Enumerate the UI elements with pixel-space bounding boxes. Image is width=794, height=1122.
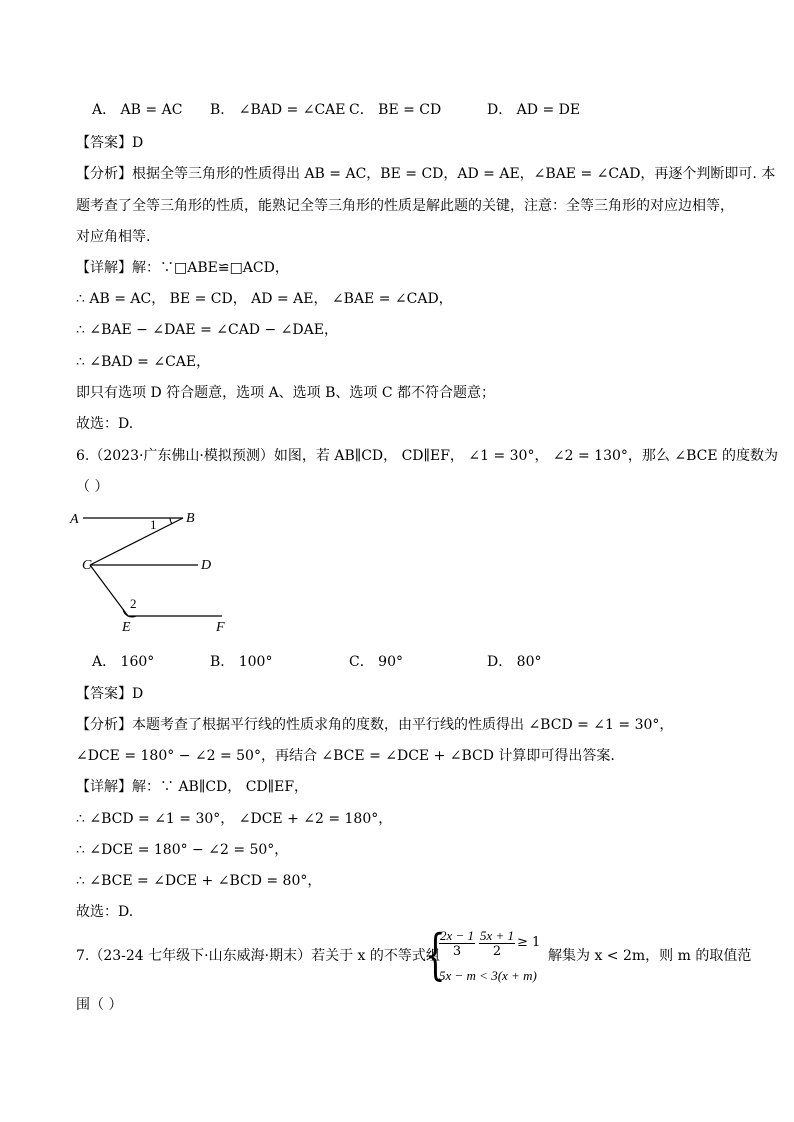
- label-angle-2: 2: [130, 596, 137, 611]
- angle-1-arc: [170, 518, 172, 524]
- q6-analysis-line-2: ∠DCE = 180° − ∠2 = 50°，再结合 ∠BCE = ∠DCE + ∠BCD 计算即可得出答案.: [76, 748, 615, 764]
- q5-option-b: B． ∠BAD = ∠CAE: [210, 102, 346, 118]
- q6-option-c: C． 90°: [349, 654, 403, 670]
- q5-detail-line-6: 故选：D.: [76, 416, 134, 432]
- q7-ineq2: 5x − m < 3(x + m): [439, 968, 537, 983]
- q6-detail-line-1: 【详解】解：∵ AB∥CD， CD∥EF，: [76, 779, 309, 795]
- label-c: C: [82, 558, 92, 573]
- q7-frac1-num: 2x − 1: [439, 928, 475, 943]
- q5-answer: 【答案】D: [76, 135, 144, 151]
- q7-frac2-den: 2: [492, 944, 502, 959]
- q5-detail-line-5: 即只有选项 D 符合题意，选项 A、选项 B、选项 C 都不符合题意；: [76, 385, 496, 401]
- q7-frac1: [439, 928, 475, 959]
- label-angle-1: 1: [150, 517, 157, 532]
- q6-figure: [66, 505, 236, 635]
- q6-answer: 【答案】D: [76, 686, 144, 702]
- q6-detail-line-4: ∴ ∠BCE = ∠DCE + ∠BCD = 80°，: [76, 873, 322, 889]
- q5-option-d: D． AD = DE: [487, 102, 581, 118]
- q7-stem-suffix: 解集为 x < 2m，则 m 的取值范: [548, 948, 752, 964]
- line-ce: [90, 565, 128, 616]
- q5-option-c: C． BE = CD: [349, 102, 442, 118]
- q6-detail-line-5: 故选：D.: [76, 904, 134, 920]
- label-a: A: [70, 512, 79, 527]
- q5-analysis-line-3: 对应角相等.: [76, 229, 151, 245]
- label-f: F: [216, 620, 225, 635]
- q7-system-brace: {: [425, 923, 446, 986]
- q5-analysis-line-2: 题考查了全等三角形的性质，能熟记全等三角形的性质是解此题的关键，注意：全等三角形的对应边相等，: [76, 198, 734, 214]
- q7-stem-line-2: 围（ ）: [76, 997, 123, 1013]
- q6-stem-line-2: （ ）: [76, 479, 109, 495]
- q6-detail-line-3: ∴ ∠DCE = 180° − ∠2 = 50°，: [76, 842, 289, 858]
- q6-analysis-line-1: 【分析】本题考查了根据平行线的性质求角的度数，由平行线的性质得出 ∠BCD = ∠1 = 30°，: [76, 717, 674, 733]
- label-d: D: [201, 558, 212, 573]
- q6-option-b: B． 100°: [210, 654, 273, 670]
- q5-analysis-line-1: 【分析】根据全等三角形的性质得出 AB = AC，BE = CD，AD = AE，∠BAE = ∠CAD，再逐个判断即可. 本: [76, 166, 776, 182]
- q7-frac1-den: 3: [452, 944, 462, 959]
- label-e: E: [122, 620, 131, 635]
- q7-stem-prefix: 7.（23-24 七年级下·山东威海·期末）若关于 x 的不等式组: [76, 948, 440, 964]
- q5-option-a: A． AB = AC: [92, 102, 183, 118]
- label-b: B: [186, 511, 195, 526]
- q7-ineq1-relation: ≥ 1: [517, 935, 541, 950]
- q6-detail-line-2: ∴ ∠BCD = ∠1 = 30°， ∠DCE + ∠2 = 180°，: [76, 811, 393, 827]
- q6-option-d: D． 80°: [487, 654, 542, 670]
- q7-frac2: [479, 928, 515, 959]
- q5-detail-line-3: ∴ ∠BAE − ∠DAE = ∠CAD − ∠DAE，: [76, 322, 338, 338]
- q6-option-a: A． 160°: [92, 654, 155, 670]
- q5-detail-line-4: ∴ ∠BAD = ∠CAE，: [76, 354, 211, 370]
- q5-detail-line-1: 【详解】解：∵□ABE≌□ACD，: [76, 260, 289, 276]
- q7-frac2-num: 5x + 1: [479, 928, 515, 943]
- q5-detail-line-2: ∴ AB = AC， BE = CD， AD = AE， ∠BAE = ∠CAD，: [76, 291, 453, 307]
- q7-inequality-system: [425, 923, 545, 988]
- q6-stem-line-1: 6.（2023·广东佛山·模拟预测）如图，若 AB∥CD， CD∥EF， ∠1 = 30°， ∠2 = 130°，那么 ∠BCE 的度数为: [76, 448, 779, 464]
- line-cb: [90, 518, 183, 565]
